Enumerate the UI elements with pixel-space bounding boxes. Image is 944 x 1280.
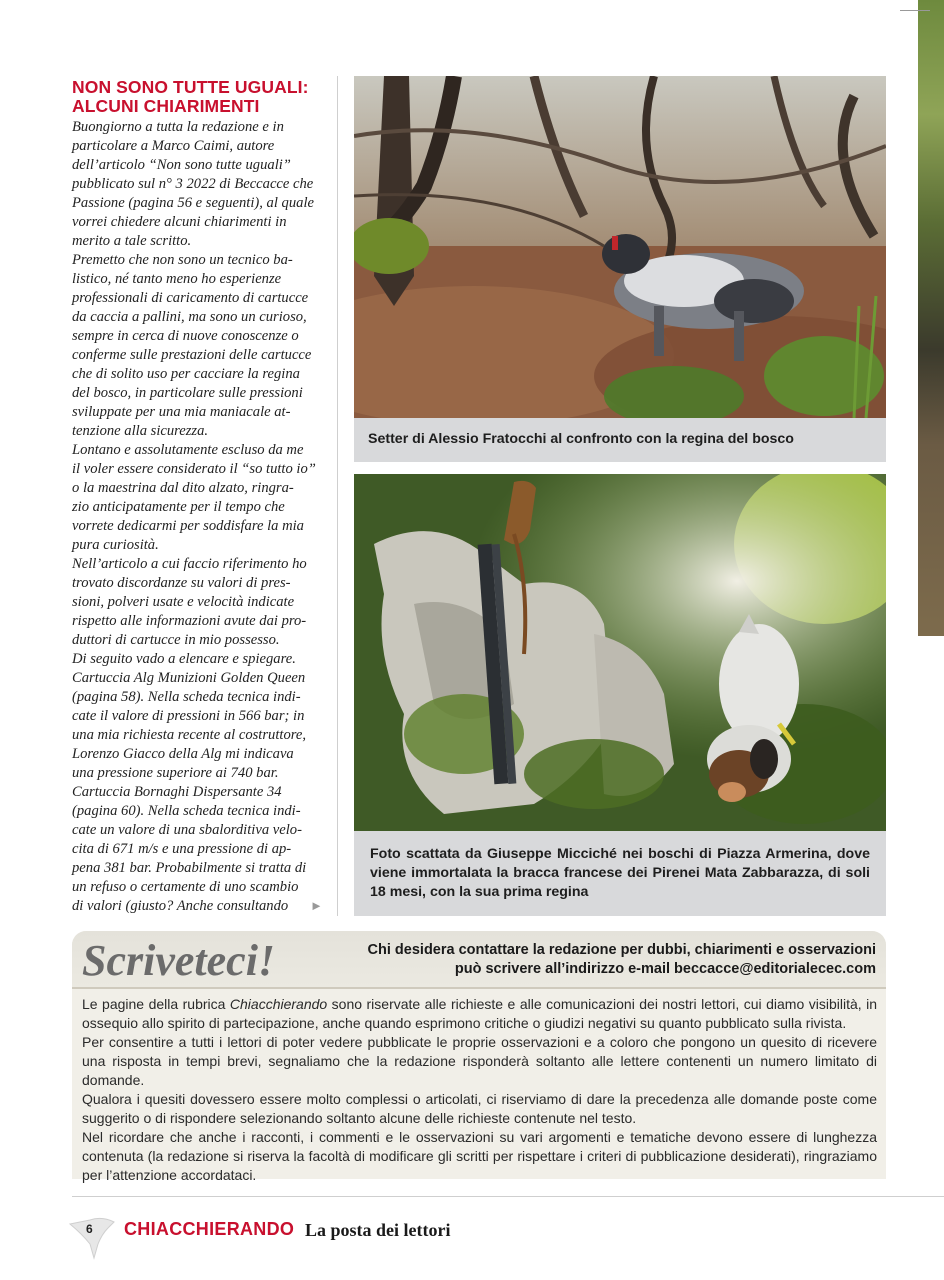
photo-caption-1: Setter di Alessio Fratocchi al confronto con la regina del bosco	[354, 418, 886, 462]
rubric-name: Chiacchierando	[229, 996, 328, 1012]
body-line: sempre in cerca di nuove conoscenze o	[72, 328, 299, 344]
body-line: particolare a Marco Caimi, autore	[72, 138, 275, 154]
body-line: pubblicato sul n° 3 2022 di Beccacce che	[72, 176, 314, 192]
page-number: 6	[86, 1222, 93, 1236]
body-line: o la maestrina dal dito alzato, ringra-	[72, 480, 294, 496]
body-line: Passione (pagina 56 e seguenti), al quale	[72, 195, 314, 211]
body-line: sviluppate per una mia maniacale at-	[72, 404, 291, 420]
article-body	[72, 118, 326, 916]
body-line: Premetto che non sono un tecnico ba-	[72, 252, 293, 268]
box-header	[72, 931, 886, 989]
write-to-us-box	[72, 931, 886, 1183]
letter-article	[72, 78, 326, 916]
body-line: Cartuccia Bornaghi Dispersante 34	[72, 784, 282, 800]
box-paragraph-1	[82, 995, 877, 1033]
headline-line-1: NON SONO TUTTE UGUALI:	[72, 77, 309, 97]
body-line: Di seguito vado a elencare e spiegare.	[72, 651, 296, 667]
body-line: (pagina 58). Nella scheda tecnica indi-	[72, 689, 301, 705]
photo-setter-in-woods	[354, 76, 886, 418]
body-line: il voler essere considerato il “so tutto io”	[72, 461, 316, 477]
body-line: un refuso o certamente di uno scambio	[72, 879, 299, 895]
body-line: professionali di caricamento di cartucce	[72, 290, 309, 306]
body-line: Buongiorno a tutta la redazione e in	[72, 119, 284, 135]
continue-arrow-icon: ►	[310, 898, 323, 913]
body-line: merito a tale scritto.	[72, 233, 192, 249]
contact-line-1: Chi desidera contattare la redazione per dubbi, chiarimenti e osservazioni	[367, 942, 876, 958]
section-title: CHIACCHIERANDO	[124, 1219, 295, 1239]
body-line: duttori di cartucce in mio possesso.	[72, 632, 280, 648]
footer-divider	[72, 1196, 944, 1197]
contact-info	[368, 941, 876, 979]
body-line: una mia richiesta recente al costruttore,	[72, 727, 306, 743]
body-line: cita di 671 m/s e una pressione di ap-	[72, 841, 292, 857]
photo-dog-with-shotgun	[354, 474, 886, 831]
body-line: trovato discordanze su valori di pres-	[72, 575, 291, 591]
box-body	[82, 995, 877, 1185]
body-line: del bosco, in particolare sulle pressioni	[72, 385, 303, 401]
body-line: Lontano e assolutamente escluso da me	[72, 442, 304, 458]
contact-email-link[interactable]: beccacce@editorialecec.com	[674, 961, 876, 977]
body-line: dell’articolo “Non sono tutte uguali”	[72, 157, 291, 173]
body-line: sioni, polveri usate e velocità indicate	[72, 594, 295, 610]
body-line: cate il valore di pressioni in 566 bar; in	[72, 708, 305, 724]
crop-mark	[900, 10, 930, 11]
contact-prefix: può scrivere all’indirizzo e-mail	[454, 961, 675, 977]
body-line: Lorenzo Giacco della Alg mi indicava	[72, 746, 294, 762]
body-line: una pressione superiore ai 740 bar.	[72, 765, 279, 781]
body-line: da caccia a pallini, ma sono un curioso,	[72, 309, 307, 325]
body-line: Cartuccia Alg Munizioni Golden Queen	[72, 670, 306, 686]
box-title: Scriveteci!	[82, 936, 276, 985]
body-line: vorrete dedicarmi per soddisfare la mia	[72, 518, 304, 534]
body-line: vorrei chiedere alcuni chiarimenti in	[72, 214, 287, 230]
column-divider	[337, 76, 338, 916]
headline-line-2: ALCUNI CHIARIMENTI	[72, 96, 260, 116]
box-paragraph-4: Nel ricordare che anche i racconti, i commenti e le osservazioni su vari argomenti e tematiche devono essere di lunghezza contenuta (la redazione si riserva la facoltà di modificare gli scritti per rispettare i criteri di pubblicazione desiderati), ringraziamo per l’attenzione accordataci.	[82, 1129, 877, 1183]
woodcock-silhouette-icon	[68, 1214, 118, 1260]
body-line: che di solito uso per cacciare la regina	[72, 366, 300, 382]
photo-caption-2: Foto scattata da Giuseppe Micciché nei boschi di Piazza Armerina, dove viene immortalata la bracca francese dei Pirenei Mata Zabbarazza, di soli 18 mesi, con la sua prima regina	[354, 831, 886, 916]
box-paragraph-3: Qualora i quesiti dovessero essere molto complessi o articolati, ci riserviamo di dare la precedenza alle domande poste come suggerito o di rispondere selezionando soltanto alcune delle richieste contenute nel testo.	[82, 1091, 877, 1126]
body-line: tenzione alla sicurezza.	[72, 423, 209, 439]
body-line: pura curiosità.	[72, 537, 159, 553]
box-paragraph-2: Per consentire a tutti i lettori di poter vedere pubblicate le proprie osservazioni e a coloro che pongono un quesito di ricevere una risposta in tempi brevi, segnaliamo che la redazione risponderà soltanto alle lettere contenenti un numero limitato di domande.	[82, 1034, 877, 1088]
body-line: rispetto alle informazioni avute dai pro-	[72, 613, 307, 629]
contact-line-2	[368, 960, 876, 979]
para1-rest: sono riservate alle richieste e alle comunicazioni dei nostri lettori, cui diamo visibilità, in ossequio allo spirito di partecipazione, anche quando esprimono critiche o giudizi negativi su quanto pubblicato sulla rivista.	[82, 996, 878, 1031]
body-line: pena 381 bar. Probabilmente si tratta di	[72, 860, 307, 876]
body-line: Nell’articolo a cui faccio riferimento ho	[72, 556, 307, 572]
body-line: cate un valore di una sbalorditiva velo-	[72, 822, 302, 838]
body-line: zio anticipatamente per il tempo che	[72, 499, 285, 515]
body-line: di valori (giusto? Anche consultando	[72, 898, 289, 914]
para1-prefix: Le pagine della rubrica	[82, 996, 230, 1012]
article-headline	[72, 78, 326, 116]
body-line: (pagina 60). Nella scheda tecnica indi-	[72, 803, 301, 819]
next-page-photo-edge	[918, 0, 944, 636]
body-line: listico, né tanto meno ho esperienze	[72, 271, 282, 287]
body-line: conferme sulle prestazioni delle cartucce	[72, 347, 312, 363]
section-subtitle: La posta dei lettori	[305, 1220, 451, 1240]
